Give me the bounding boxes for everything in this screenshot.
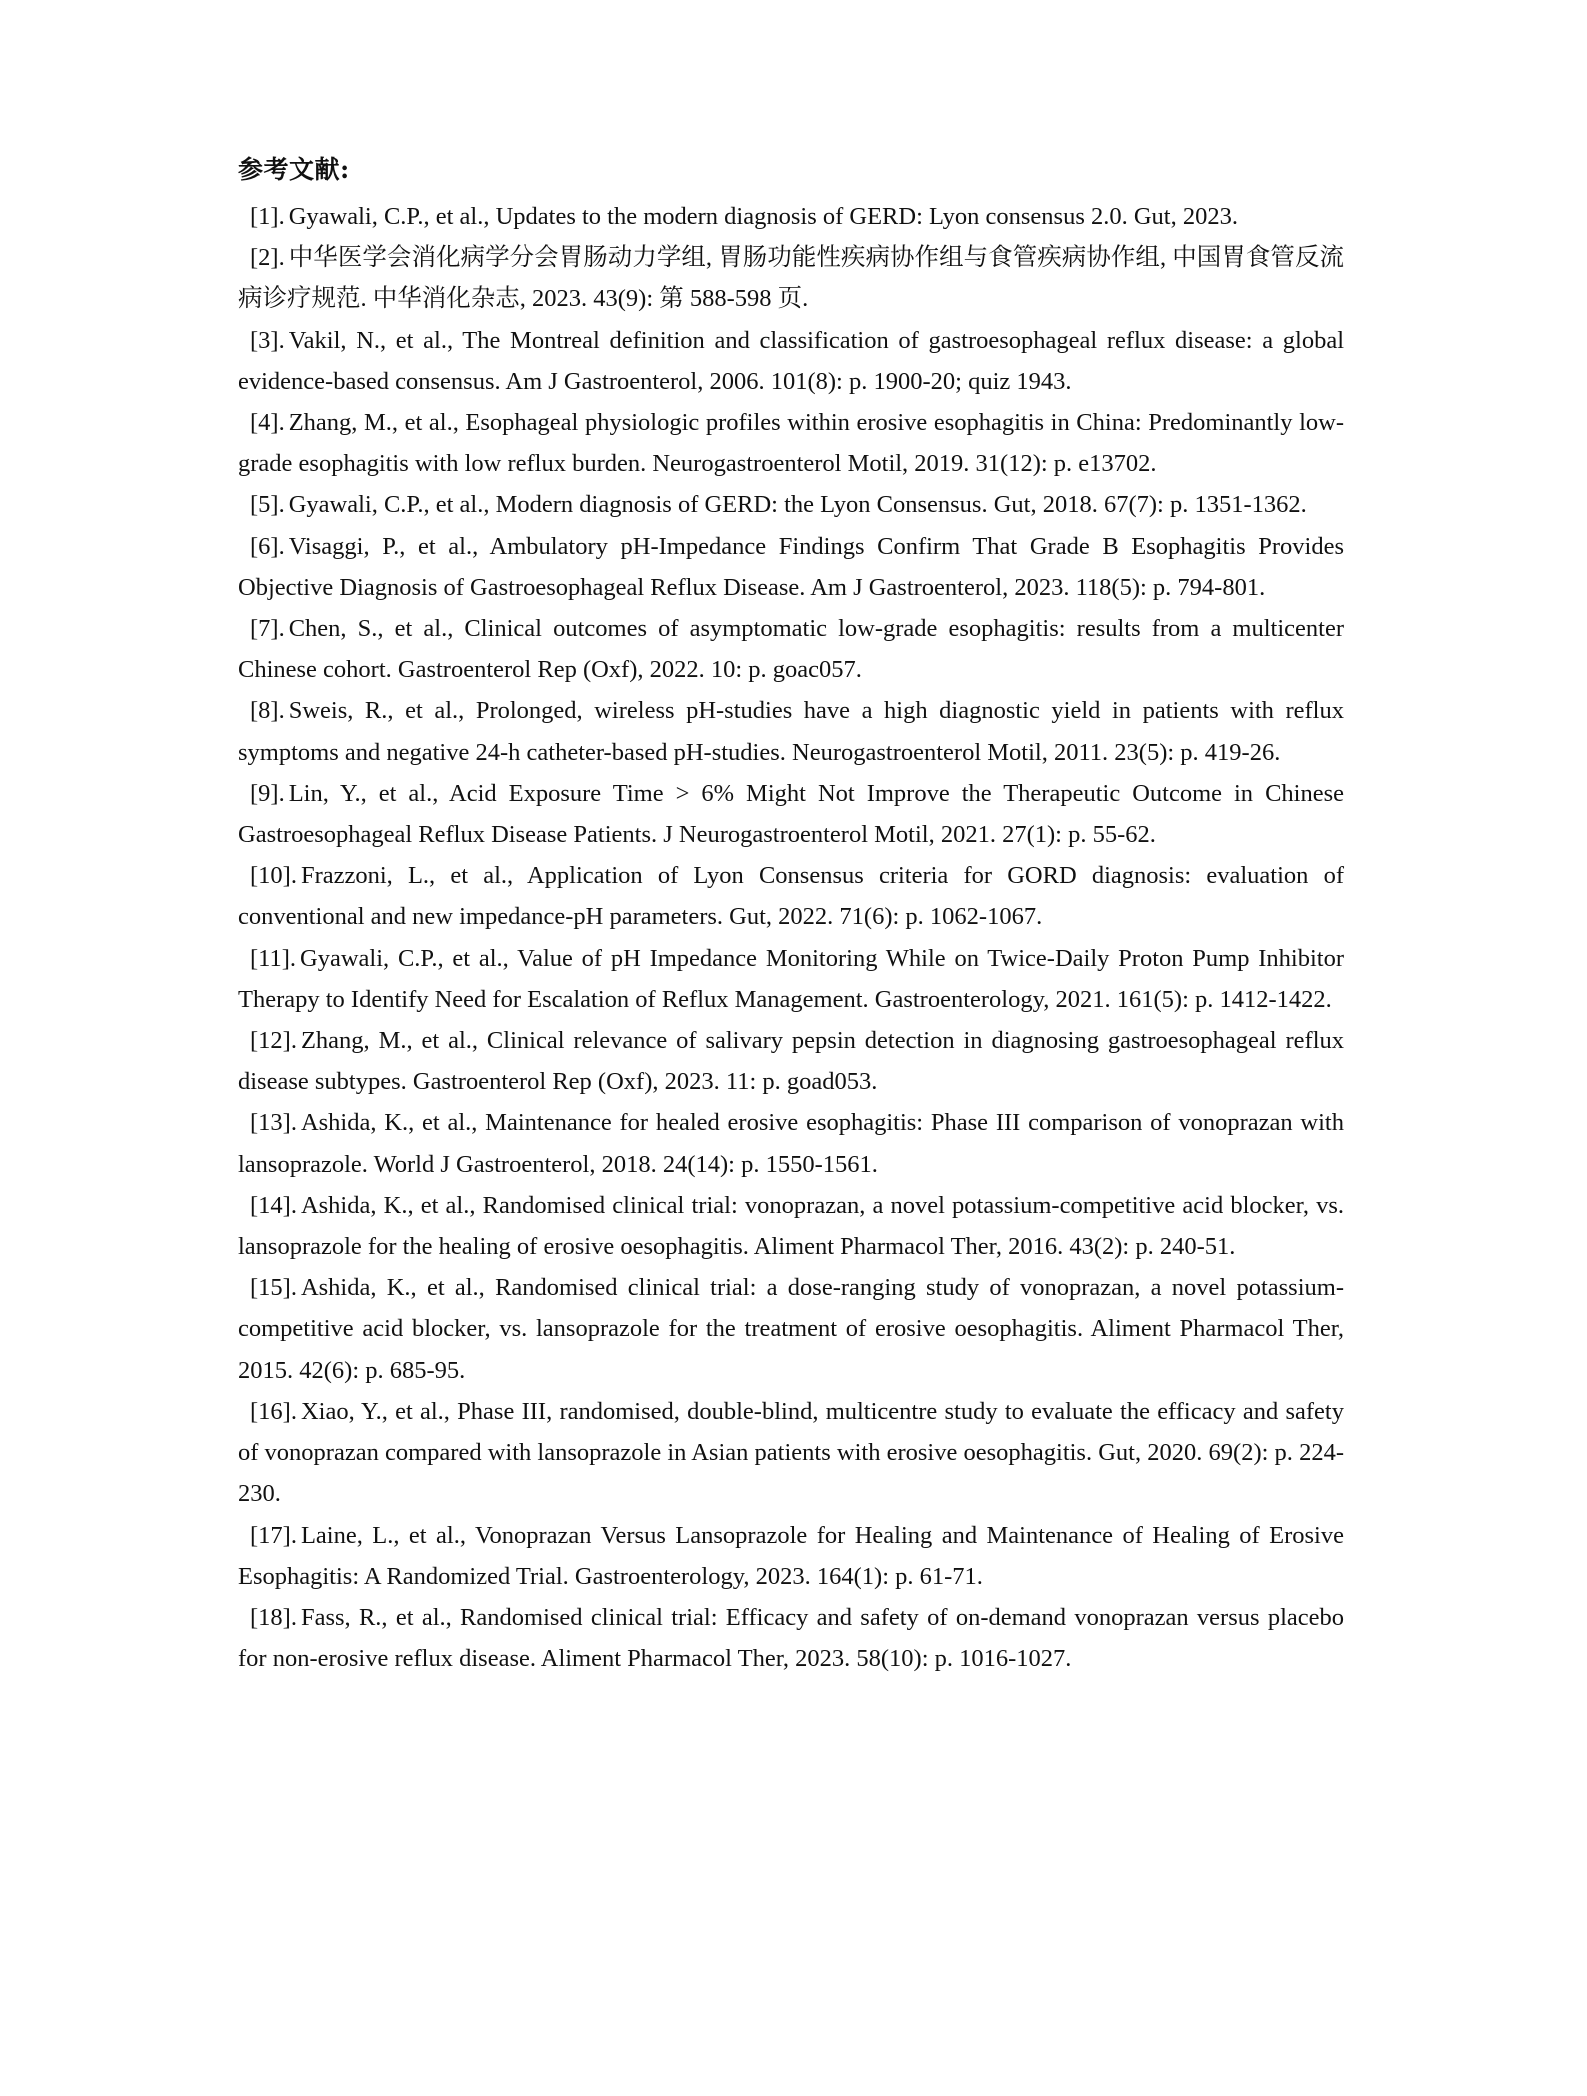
reference-item xyxy=(238,1597,1344,1679)
reference-text: Laine, L., et al., Vonoprazan Versus Lansoprazole for Healing and Maintenance of Healing of Erosive Esophagitis: A Randomized Trial. Gastroenterology, 2023. 164(1): p. 61-71. xyxy=(238,1521,1344,1590)
reference-list xyxy=(238,196,1344,1679)
reference-number: [3]. xyxy=(250,326,285,354)
reference-number: [8]. xyxy=(250,697,285,725)
references-heading: 参考文献: xyxy=(238,155,350,184)
reference-text: Sweis, R., et al., Prolonged, wireless pH-studies have a high diagnostic yield in patients with reflux symptoms and negative 24-h catheter-based pH-studies. Neurogastroenterol Motil, 2011. 23(5): p. 419-26. xyxy=(238,697,1344,766)
reference-number: [4]. xyxy=(250,409,285,437)
reference-number: [13]. xyxy=(250,1109,297,1137)
reference-number: [15]. xyxy=(250,1274,297,1302)
reference-text: Chen, S., et al., Clinical outcomes of asymptomatic low-grade esophagitis: results from a multicenter Chinese cohort. Gastroenterol Rep (Oxf), 2022. 10: p. goac057. xyxy=(238,615,1344,684)
reference-number: [2]. xyxy=(250,244,285,272)
reference-item xyxy=(238,320,1344,402)
reference-text: Zhang, M., et al., Clinical relevance of salivary pepsin detection in diagnosing gastroesophageal reflux disease subtypes. Gastroenterol Rep (Oxf), 2023. 11: p. goad053. xyxy=(238,1027,1344,1096)
reference-text: Ashida, K., et al., Randomised clinical trial: vonoprazan, a novel potassium-competitive acid blocker, vs. lansoprazole for the healing of erosive oesophagitis. Aliment Pharmacol Ther, 2016. 43(2): p. 240-51. xyxy=(238,1191,1344,1261)
reference-text: Visaggi, P., et al., Ambulatory pH-Impedance Findings Confirm That Grade B Esophagitis Provides Objective Diagnosis of Gastroesophageal Reflux Disease. Am J Gastroenterol, 2023. 118(5): p. 794-801. xyxy=(238,532,1344,601)
reference-item xyxy=(238,690,1344,772)
reference-number: [12]. xyxy=(250,1027,297,1055)
reference-number: [10]. xyxy=(250,862,297,890)
reference-item xyxy=(238,938,1344,1020)
reference-item xyxy=(238,608,1344,690)
reference-number: [18]. xyxy=(250,1603,297,1631)
reference-text: Fass, R., et al., Randomised clinical trial: Efficacy and safety of on-demand vonoprazan versus placebo for non-erosive reflux disease. Aliment Pharmacol Ther, 2023. 58(10): p. 1016-1027. xyxy=(238,1603,1344,1673)
reference-number: [6]. xyxy=(250,532,285,560)
reference-item xyxy=(238,484,1344,525)
reference-text: Ashida, K., et al., Maintenance for healed erosive esophagitis: Phase III comparison of vonoprazan with lansoprazole. World J Gastroenterol, 2018. 24(14): p. 1550-1561. xyxy=(238,1109,1344,1178)
reference-item xyxy=(238,1020,1344,1102)
reference-number: [1]. xyxy=(250,203,285,230)
reference-number: [14]. xyxy=(250,1191,297,1219)
reference-text: Ashida, K., et al., Randomised clinical trial: a dose-ranging study of vonoprazan, a novel potassium-competitive acid blocker, vs. lansoprazole for the treatment of erosive oesophagitis. Aliment Pharmacol Ther, 2015. 42(6): p. 685-95. xyxy=(238,1274,1344,1384)
reference-item xyxy=(238,196,1344,237)
reference-item xyxy=(238,237,1344,319)
reference-text: 中华医学会消化病学分会胃肠动力学组, 胃肠功能性疾病协作组与食管疾病协作组, 中国胃食管反流病诊疗规范. 中华消化杂志, 2023. 43(9): 第 588-598 页. xyxy=(238,244,1344,313)
reference-item xyxy=(238,402,1344,484)
reference-text: Zhang, M., et al., Esophageal physiologic profiles within erosive esophagitis in China: Predominantly low-grade esophagitis with low reflux burden. Neurogastroenterol Motil, 2019. 31(12): p. e13702. xyxy=(238,409,1344,478)
reference-text: Vakil, N., et al., The Montreal definition and classification of gastroesophageal reflux disease: a global evidence-based consensus. Am J Gastroenterol, 2006. 101(8): p. 1900-20; quiz 1943. xyxy=(238,326,1344,395)
reference-text: Gyawali, C.P., et al., Updates to the modern diagnosis of GERD: Lyon consensus 2.0. Gut, 2023. xyxy=(288,203,1238,230)
reference-text: Gyawali, C.P., et al., Modern diagnosis of GERD: the Lyon Consensus. Gut, 2018. 67(7): p. 1351-1362. xyxy=(288,491,1307,519)
reference-number: [17]. xyxy=(250,1521,297,1549)
reference-item xyxy=(238,1267,1344,1391)
document-page xyxy=(238,150,1344,1679)
reference-item xyxy=(238,1102,1344,1184)
reference-text: Gyawali, C.P., et al., Value of pH Impedance Monitoring While on Twice-Daily Proton Pump Inhibitor Therapy to Identify Need for Escalation of Reflux Management. Gastroenterology, 2021. 161(5): p. 1412-1422. xyxy=(238,944,1344,1013)
reference-text: Lin, Y., et al., Acid Exposure Time > 6% Might Not Improve the Therapeutic Outcome in Chinese Gastroesophageal Reflux Disease Patients. J Neurogastroenterol Motil, 2021. 27(1): p. 55-62. xyxy=(238,779,1344,849)
reference-number: [16]. xyxy=(250,1397,297,1425)
reference-number: [9]. xyxy=(250,779,285,807)
reference-item xyxy=(238,1391,1344,1515)
reference-text: Frazzoni, L., et al., Application of Lyon Consensus criteria for GORD diagnosis: evaluation of conventional and new impedance-pH parameters. Gut, 2022. 71(6): p. 1062-1067. xyxy=(238,862,1344,931)
reference-number: [5]. xyxy=(250,491,285,519)
reference-item xyxy=(238,773,1344,855)
reference-item xyxy=(238,855,1344,937)
reference-item xyxy=(238,526,1344,608)
reference-number: [7]. xyxy=(250,615,285,643)
reference-item xyxy=(238,1185,1344,1267)
reference-number: [11]. xyxy=(250,944,297,972)
reference-text: Xiao, Y., et al., Phase III, randomised, double-blind, multicentre study to evaluate the efficacy and safety of vonoprazan compared with lansoprazole in Asian patients with erosive oesophagitis. Gut, 2020. 69(2): p. 224-230. xyxy=(238,1397,1344,1508)
reference-item xyxy=(238,1515,1344,1597)
